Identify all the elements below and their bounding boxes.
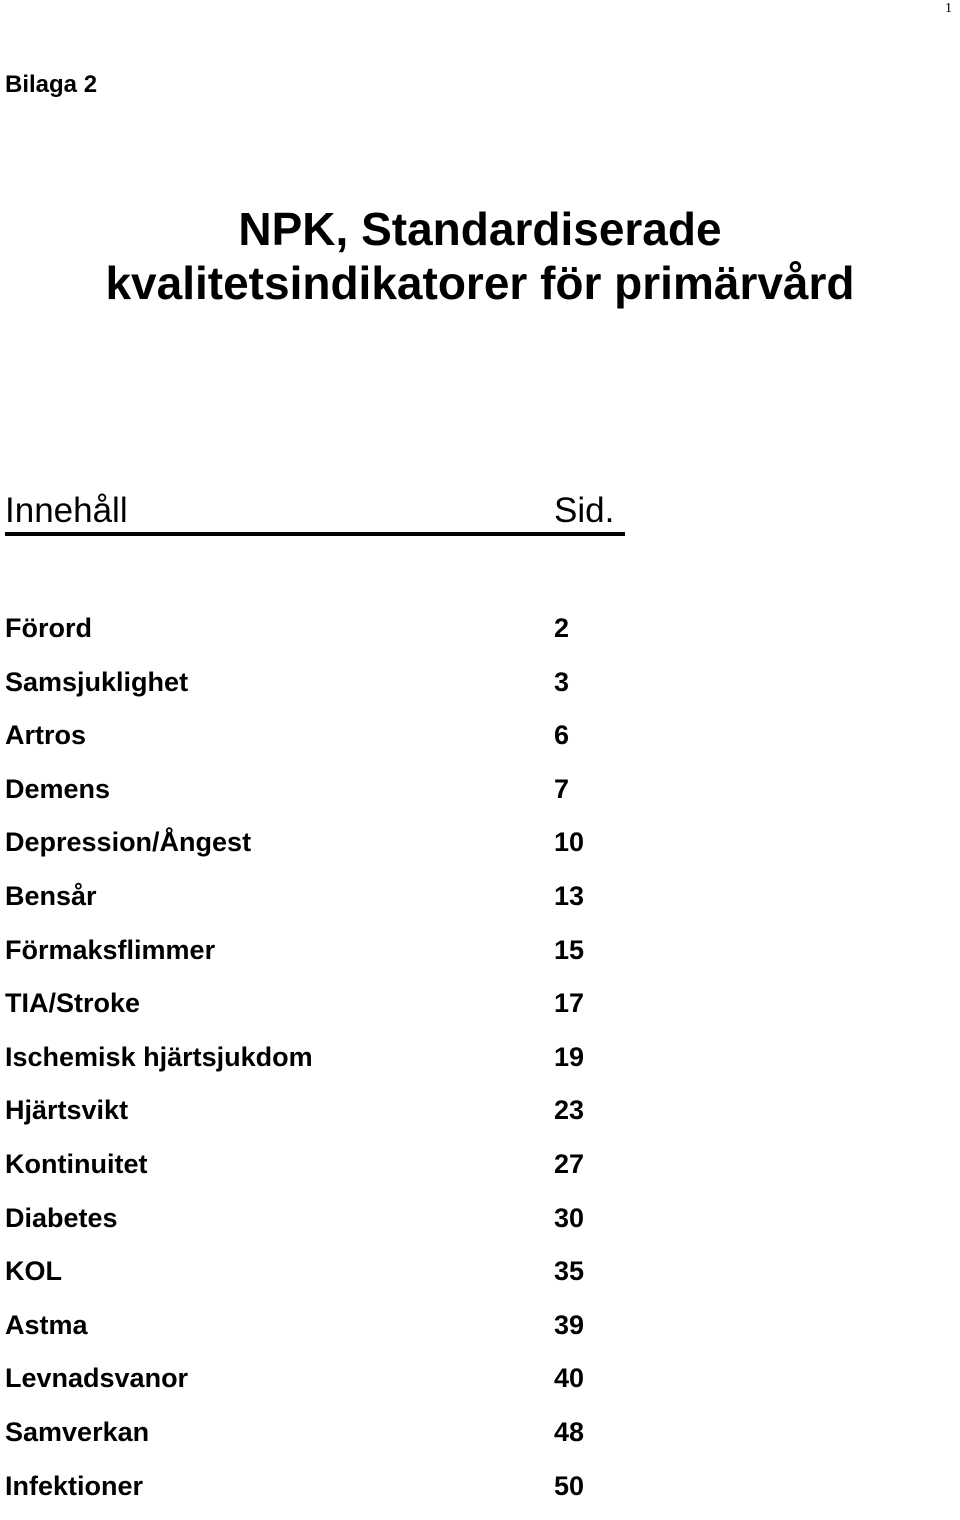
toc-item[interactable] xyxy=(5,1413,625,1467)
toc-item[interactable] xyxy=(5,1199,625,1253)
toc-item-label: Diabetes xyxy=(5,1199,118,1237)
toc-item-page: 17 xyxy=(554,984,584,1022)
toc-item[interactable] xyxy=(5,823,625,877)
toc-item-page: 23 xyxy=(554,1091,584,1129)
toc-item[interactable] xyxy=(5,1091,625,1145)
toc-item-label: Astma xyxy=(5,1306,88,1344)
toc-item-page: 40 xyxy=(554,1359,584,1397)
document-title xyxy=(0,202,960,310)
toc-item-page: 39 xyxy=(554,1306,584,1344)
toc-item-page: 50 xyxy=(554,1467,584,1505)
toc-item[interactable] xyxy=(5,931,625,985)
toc-item[interactable] xyxy=(5,1467,625,1520)
toc-item-page: 27 xyxy=(554,1145,584,1183)
toc-item[interactable] xyxy=(5,1359,625,1413)
toc-item-page: 3 xyxy=(554,663,569,701)
toc-item-page: 10 xyxy=(554,823,584,861)
title-line-2: kvalitetsindikatorer för primärvård xyxy=(0,256,960,310)
toc-item-label: KOL xyxy=(5,1252,62,1290)
toc-header-page: Sid. xyxy=(554,490,614,532)
toc-item-label: Artros xyxy=(5,716,86,754)
toc-item-label: Demens xyxy=(5,770,110,808)
toc-item-label: Bensår xyxy=(5,877,97,915)
toc-item[interactable] xyxy=(5,1252,625,1306)
toc-item[interactable] xyxy=(5,1306,625,1360)
toc-list xyxy=(5,609,625,1520)
toc-item[interactable] xyxy=(5,770,625,824)
toc-item-label: TIA/Stroke xyxy=(5,984,140,1022)
toc-item[interactable] xyxy=(5,663,625,717)
toc-item-page: 6 xyxy=(554,716,569,754)
toc-item-page: 15 xyxy=(554,931,584,969)
toc-item-label: Levnadsvanor xyxy=(5,1359,188,1397)
toc-item-label: Depression/Ångest xyxy=(5,823,251,861)
toc-item[interactable] xyxy=(5,984,625,1038)
toc-item-label: Hjärtsvikt xyxy=(5,1091,128,1129)
toc-item-page: 30 xyxy=(554,1199,584,1237)
toc-item-label: Infektioner xyxy=(5,1467,143,1505)
toc-item-label: Förord xyxy=(5,609,92,647)
toc-item-page: 13 xyxy=(554,877,584,915)
page-number: 1 xyxy=(945,0,952,18)
toc-item-label: Samsjuklighet xyxy=(5,663,188,701)
toc-item[interactable] xyxy=(5,1038,625,1092)
toc-item-page: 19 xyxy=(554,1038,584,1076)
toc-header-label: Innehåll xyxy=(5,490,128,532)
toc-item[interactable] xyxy=(5,609,625,663)
toc-item[interactable] xyxy=(5,877,625,931)
appendix-label: Bilaga 2 xyxy=(5,70,97,100)
toc-item[interactable] xyxy=(5,1145,625,1199)
toc-header xyxy=(5,490,625,536)
toc-item-label: Ischemisk hjärtsjukdom xyxy=(5,1038,313,1076)
toc-item-label: Förmaksflimmer xyxy=(5,931,215,969)
toc-item-page: 7 xyxy=(554,770,569,808)
toc-item-label: Kontinuitet xyxy=(5,1145,147,1183)
toc-item-label: Samverkan xyxy=(5,1413,149,1451)
toc-item-page: 35 xyxy=(554,1252,584,1290)
toc-item-page: 2 xyxy=(554,609,569,647)
toc-item-page: 48 xyxy=(554,1413,584,1451)
toc-item[interactable] xyxy=(5,716,625,770)
title-line-1: NPK, Standardiserade xyxy=(0,202,960,256)
